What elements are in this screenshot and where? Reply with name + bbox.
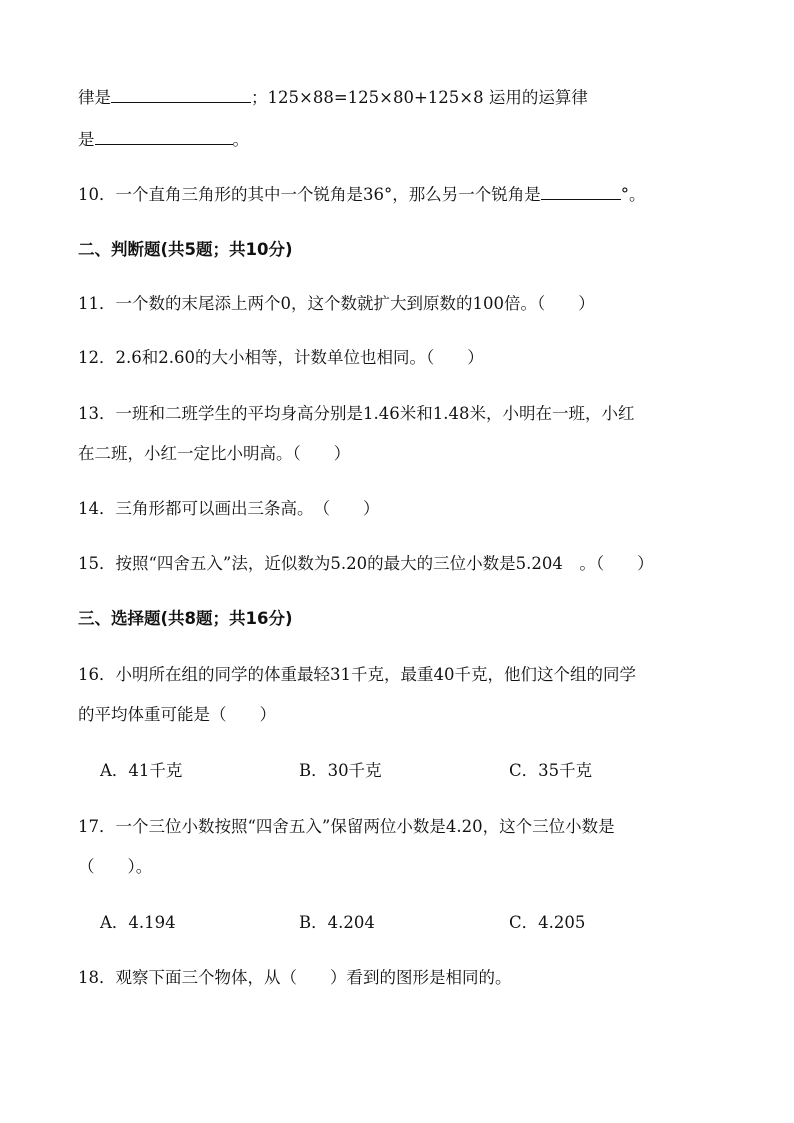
question-14: 14．三角形都可以画出三条高。 （ ） <box>78 499 380 518</box>
question-18: 18．观察下面三个物体，从（ ）看到的图形是相同的。 <box>78 968 512 987</box>
q9-line-2: 是 。 <box>78 130 249 149</box>
question-11: 11．一个数的末尾添上两个0，这个数就扩大到原数的100倍。（ ） <box>78 294 595 313</box>
question-12: 12．2.6和2.60的大小相等，计数单位也相同。（ ） <box>78 348 484 367</box>
q13-line-1: 13．一班和二班学生的平均身高分别是1.46米和1.48米，小明在一班，小红 <box>78 404 635 423</box>
q17-line-1: 17．一个三位小数按照“四舍五入”保留两位小数是4.20，这个三位小数是 <box>78 817 615 836</box>
q17-option-b: B．4.204 <box>299 913 375 932</box>
answer-blank <box>95 130 233 145</box>
q17-option-a: A．4.194 <box>100 913 176 932</box>
q16-option-c: C．35千克 <box>509 761 593 780</box>
answer-blank <box>541 185 621 200</box>
q16-line-2: 的平均体重可能是（ ） <box>78 705 276 724</box>
q16-option-b: B．30千克 <box>299 761 382 780</box>
section-title-choice: 三、选择题(共8题；共16分) <box>78 609 293 628</box>
q13-line-2: 在二班，小红一定比小明高。（ ） <box>78 444 351 463</box>
section-title-judgment: 二、判断题(共5题；共10分) <box>78 240 293 259</box>
q17-line-2: （ ）。 <box>78 857 153 876</box>
q16-option-a: A．41千克 <box>100 761 183 780</box>
q17-option-c: C．4.205 <box>509 913 586 932</box>
q16-line-1: 16．小明所在组的同学的体重最轻31千克，最重40千克，他们这个组的同学 <box>78 665 636 684</box>
q9-line-1: 律是 ；125×88=125×80+125×8 运用的运算律 <box>78 88 588 107</box>
question-15: 15．按照“四舍五入”法，近似数为5.20的最大的三位小数是5.204 。（ ） <box>78 554 654 573</box>
question-10: 10．一个直角三角形的其中一个锐角是36°，那么另一个锐角是 °。 <box>78 185 646 204</box>
answer-blank <box>111 88 251 103</box>
